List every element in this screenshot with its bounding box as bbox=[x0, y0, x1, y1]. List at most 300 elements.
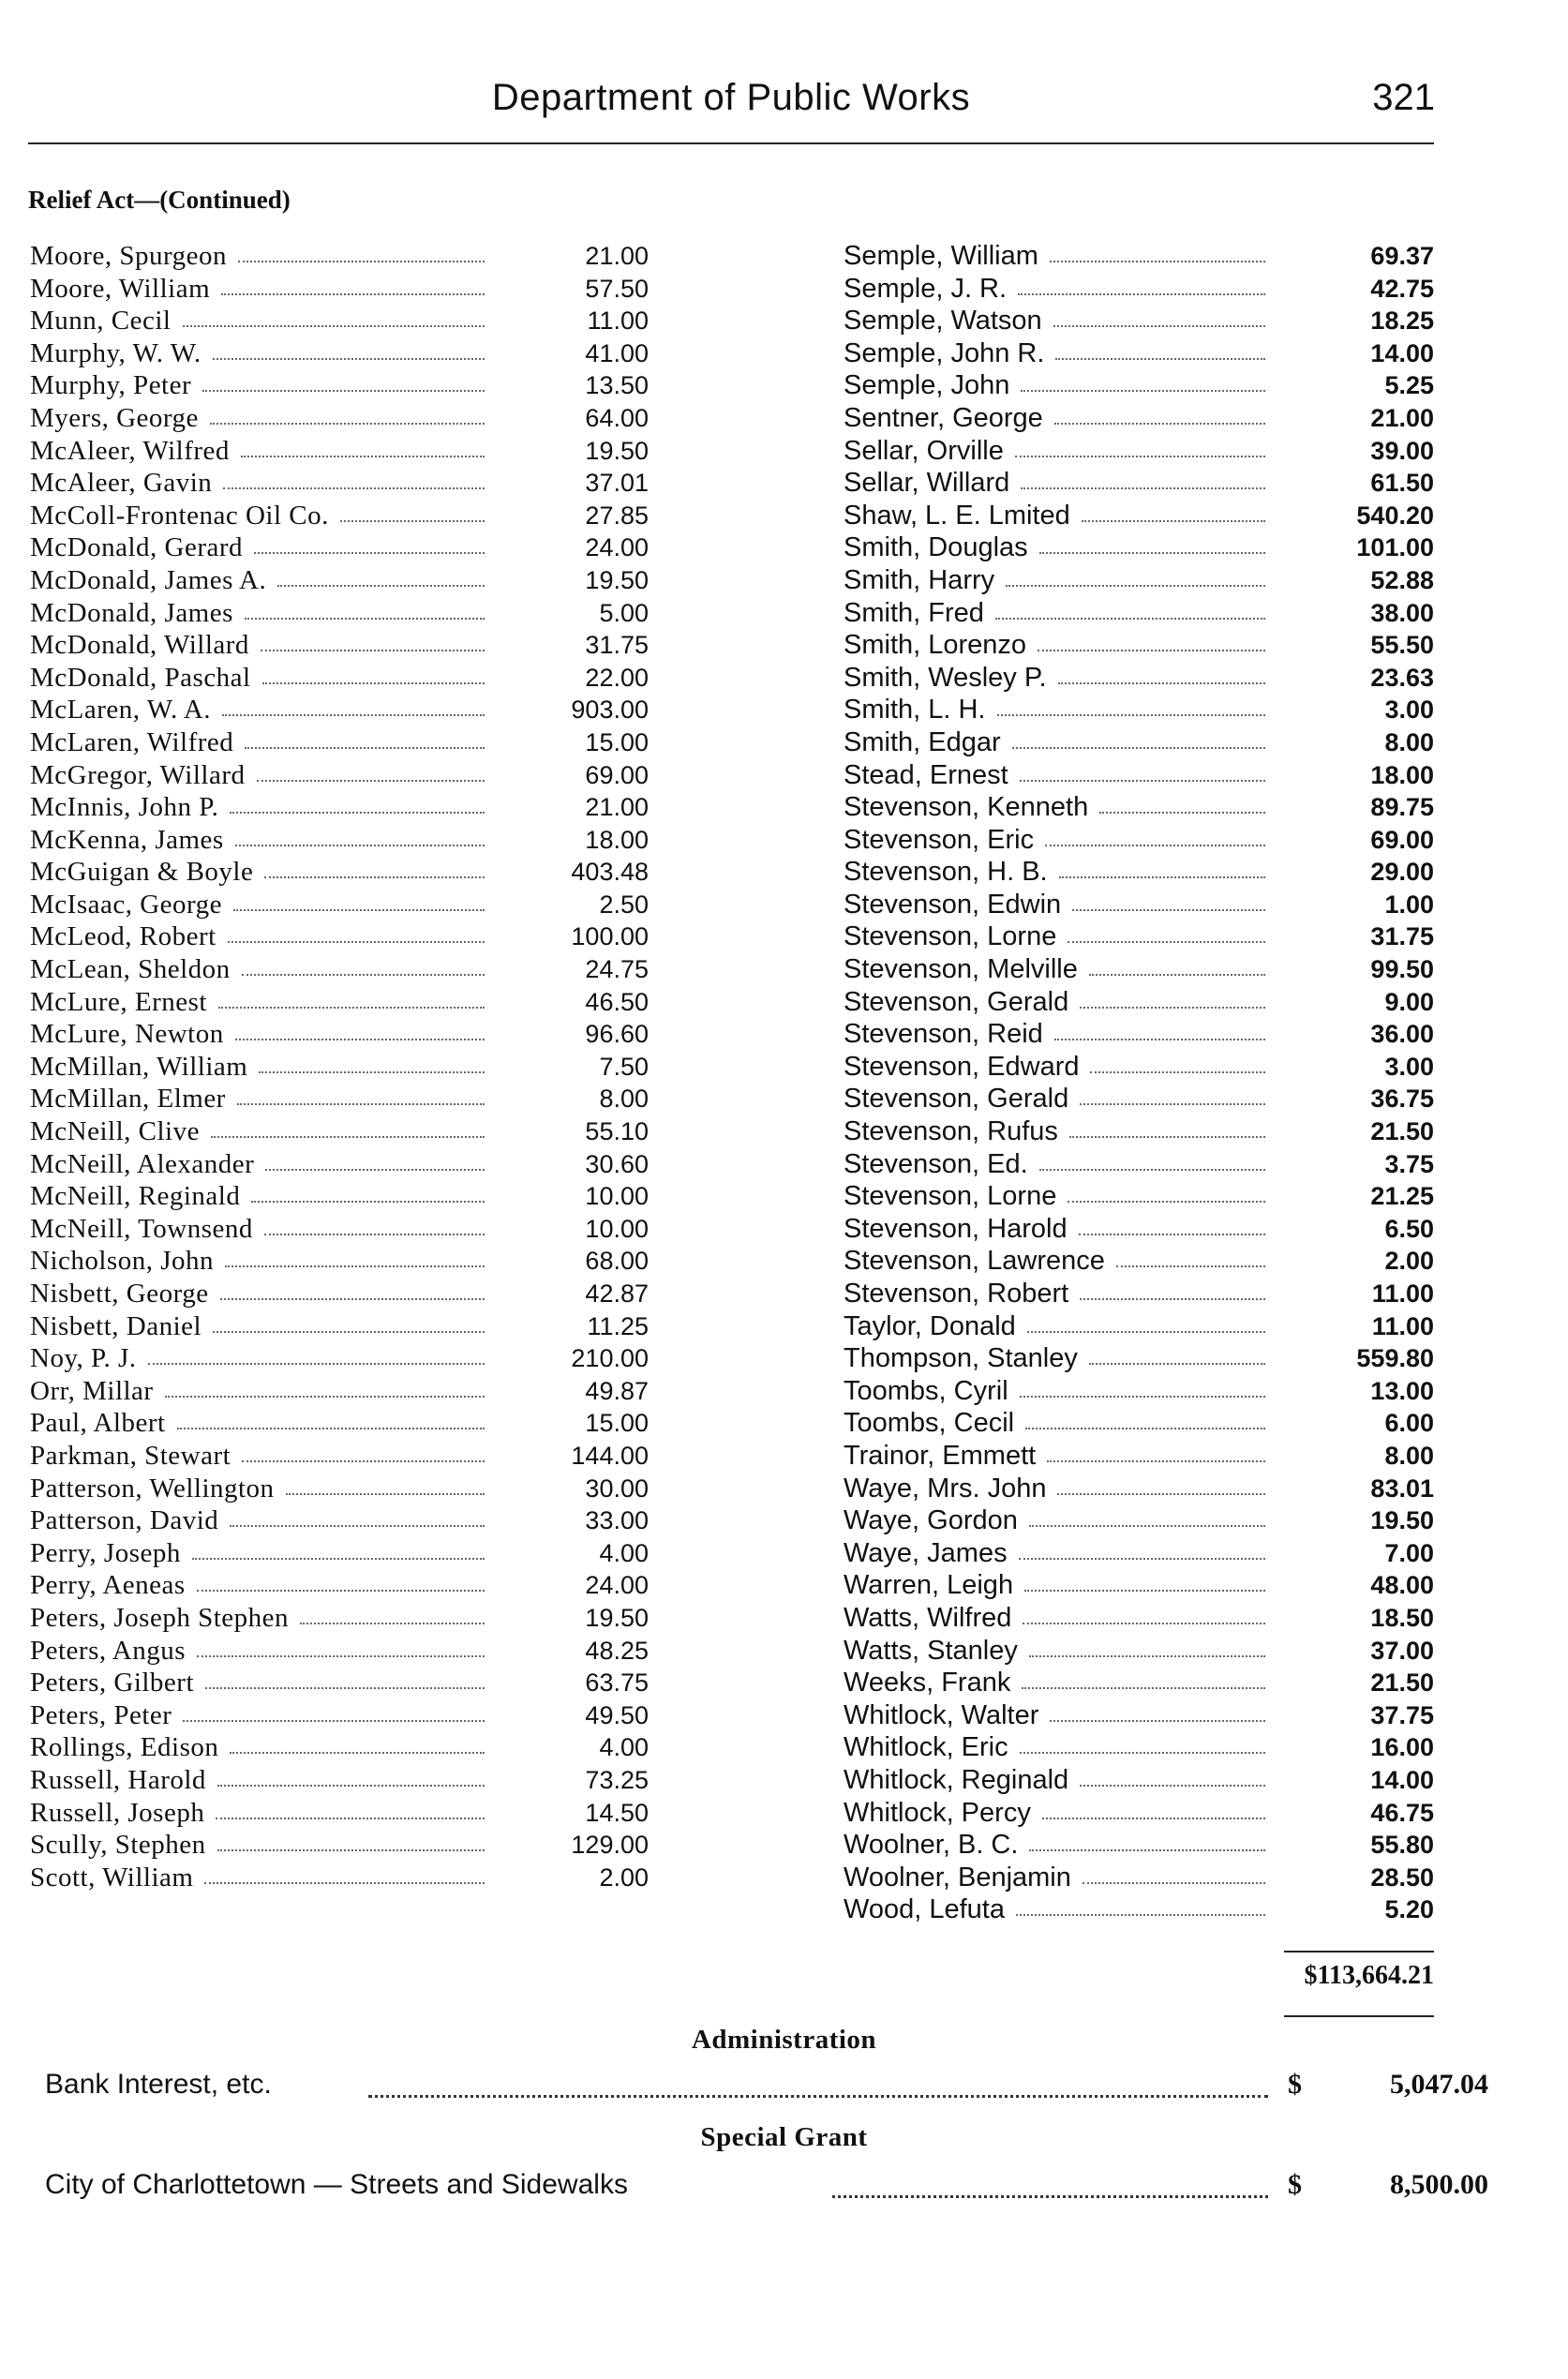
entry-amount: 21.50 bbox=[1370, 1117, 1434, 1146]
entry-name: McLure, Ernest bbox=[30, 986, 207, 1017]
list-item bbox=[30, 920, 649, 953]
special-grant-label: City of Charlottetown — Streets and Sidewalks bbox=[45, 2169, 628, 2200]
leader-dots bbox=[165, 1396, 485, 1398]
leader-dots bbox=[1045, 845, 1265, 846]
leader-dots bbox=[262, 682, 485, 684]
leader-dots bbox=[832, 2195, 1268, 2198]
list-item bbox=[30, 629, 649, 662]
list-item bbox=[30, 889, 649, 921]
entry-amount: 22.00 bbox=[585, 663, 649, 692]
list-item bbox=[844, 1407, 1443, 1440]
list-item bbox=[844, 273, 1443, 306]
leader-dots bbox=[995, 618, 1265, 620]
leader-dots bbox=[213, 358, 485, 360]
leader-dots bbox=[228, 941, 485, 943]
leader-dots bbox=[245, 747, 485, 749]
entry-name: Stevenson, Melville bbox=[844, 954, 1078, 985]
leader-dots bbox=[221, 293, 485, 295]
list-item bbox=[30, 1699, 649, 1732]
list-item bbox=[844, 1083, 1443, 1115]
leader-dots bbox=[213, 1331, 485, 1333]
entry-amount: 37.00 bbox=[1370, 1636, 1434, 1665]
leader-dots bbox=[1080, 1785, 1265, 1787]
entry-amount: 63.75 bbox=[585, 1668, 649, 1698]
list-item bbox=[30, 986, 649, 1019]
special-grant-line bbox=[45, 2169, 1488, 2207]
entry-name: Scott, William bbox=[30, 1862, 194, 1893]
list-item bbox=[844, 1115, 1443, 1148]
entry-amount: 64.00 bbox=[585, 403, 649, 432]
left-column bbox=[30, 240, 649, 1893]
entry-name: McNeill, Townsend bbox=[30, 1213, 253, 1244]
leader-dots bbox=[1082, 520, 1265, 522]
entry-amount: 7.00 bbox=[1384, 1538, 1434, 1567]
leader-dots bbox=[1089, 974, 1265, 976]
list-item bbox=[30, 1635, 649, 1668]
entry-amount: 5.00 bbox=[599, 598, 649, 627]
leader-dots bbox=[216, 1818, 485, 1819]
leader-dots bbox=[1027, 1331, 1265, 1333]
special-grant-dollar: $ bbox=[1288, 2169, 1302, 2200]
list-item bbox=[30, 402, 649, 435]
entry-name: Whitlock, Walter bbox=[844, 1699, 1039, 1730]
leader-dots bbox=[1068, 1201, 1265, 1203]
leader-dots bbox=[210, 423, 485, 425]
leader-dots bbox=[340, 520, 485, 522]
entry-amount: 2.50 bbox=[599, 890, 649, 919]
leader-dots bbox=[204, 1882, 485, 1884]
list-item bbox=[30, 564, 649, 597]
entry-amount: 3.00 bbox=[1384, 696, 1434, 725]
entry-amount: 57.50 bbox=[585, 274, 649, 303]
entry-name: Rollings, Edison bbox=[30, 1732, 219, 1763]
entry-amount: 24.00 bbox=[585, 1571, 649, 1600]
leader-dots bbox=[1021, 487, 1265, 489]
entry-name: Stevenson, Ed. bbox=[844, 1148, 1028, 1179]
entry-name: McDonald, James A. bbox=[30, 564, 267, 595]
list-item bbox=[30, 726, 649, 759]
entry-name: Peters, Peter bbox=[30, 1699, 172, 1730]
entry-name: McLaren, W. A. bbox=[30, 695, 212, 726]
leader-dots bbox=[1021, 390, 1265, 392]
special-grant-heading: Special Grant bbox=[700, 2122, 868, 2152]
leader-dots bbox=[277, 585, 485, 587]
leader-dots bbox=[1053, 325, 1265, 327]
entry-amount: 2.00 bbox=[599, 1863, 649, 1892]
leader-dots bbox=[1012, 747, 1265, 749]
leader-dots bbox=[1023, 1623, 1265, 1624]
list-item bbox=[844, 1797, 1443, 1830]
entry-amount: 55.10 bbox=[585, 1117, 649, 1146]
leader-dots bbox=[1059, 876, 1265, 878]
entry-amount: 73.25 bbox=[585, 1765, 649, 1794]
entry-name: Parkman, Stewart bbox=[30, 1440, 231, 1471]
entry-amount: 42.75 bbox=[1370, 274, 1434, 303]
list-item bbox=[30, 1115, 649, 1148]
entry-name: McInnis, John P. bbox=[30, 792, 219, 823]
entry-amount: 3.00 bbox=[1384, 1052, 1434, 1081]
list-item bbox=[844, 824, 1443, 857]
entry-name: Sentner, George bbox=[844, 402, 1043, 433]
leader-dots bbox=[1090, 1071, 1265, 1073]
entry-amount: 21.00 bbox=[585, 793, 649, 822]
entry-name: McDonald, Willard bbox=[30, 630, 249, 661]
entry-name: McGuigan & Boyle bbox=[30, 857, 254, 888]
entry-name: Stevenson, Edwin bbox=[844, 889, 1062, 920]
list-item bbox=[844, 1018, 1443, 1051]
entry-amount: 29.00 bbox=[1370, 858, 1434, 887]
entry-amount: 540.20 bbox=[1356, 501, 1434, 530]
administration-label: Bank Interest, etc. bbox=[45, 2069, 272, 2100]
entry-name: Smith, Fred bbox=[844, 597, 984, 628]
list-item bbox=[30, 1375, 649, 1408]
entry-amount: 61.50 bbox=[1370, 469, 1434, 498]
entry-amount: 19.50 bbox=[1370, 1506, 1434, 1535]
entry-amount: 49.50 bbox=[585, 1700, 649, 1729]
leader-dots bbox=[997, 714, 1265, 716]
entry-amount: 14.00 bbox=[1370, 1765, 1434, 1794]
leader-dots bbox=[1042, 1818, 1265, 1819]
entry-name: Murphy, W. W. bbox=[30, 337, 202, 368]
leader-dots bbox=[1022, 1687, 1265, 1689]
leader-dots bbox=[1068, 941, 1265, 943]
list-item bbox=[844, 305, 1443, 337]
entry-amount: 21.50 bbox=[1370, 1668, 1434, 1698]
list-item bbox=[844, 531, 1443, 564]
entry-name: Stevenson, Robert bbox=[844, 1279, 1069, 1309]
list-item bbox=[844, 1375, 1443, 1408]
entry-name: Smith, Harry bbox=[844, 564, 995, 595]
leader-dots bbox=[264, 876, 485, 878]
administration-heading: Administration bbox=[691, 2025, 877, 2055]
entry-amount: 18.00 bbox=[585, 825, 649, 854]
entry-name: McDonald, Gerard bbox=[30, 532, 244, 563]
entry-amount: 21.00 bbox=[1370, 403, 1434, 432]
list-item bbox=[30, 467, 649, 500]
leader-dots bbox=[183, 1720, 485, 1722]
leader-dots bbox=[257, 780, 485, 782]
leader-dots bbox=[183, 325, 485, 327]
entry-amount: 37.01 bbox=[585, 469, 649, 498]
leader-dots bbox=[1020, 1752, 1265, 1754]
leader-dots bbox=[1025, 1428, 1265, 1429]
entry-name: Peters, Gilbert bbox=[30, 1668, 195, 1698]
entry-name: McGregor, Willard bbox=[30, 759, 246, 790]
entry-amount: 10.00 bbox=[585, 1214, 649, 1243]
entry-name: Semple, John bbox=[844, 370, 1010, 401]
leader-dots bbox=[211, 1136, 485, 1138]
entry-amount: 8.00 bbox=[1384, 727, 1434, 756]
leader-dots bbox=[177, 1428, 485, 1429]
leader-dots bbox=[259, 1071, 485, 1073]
entry-amount: 18.50 bbox=[1370, 1603, 1434, 1632]
entry-name: McAleer, Gavin bbox=[30, 468, 213, 499]
leader-dots bbox=[197, 1590, 485, 1592]
list-item bbox=[30, 953, 649, 986]
entry-name: McKenna, James bbox=[30, 824, 224, 855]
entry-amount: 129.00 bbox=[571, 1831, 649, 1860]
leader-dots bbox=[230, 1752, 485, 1754]
leader-dots bbox=[148, 1363, 485, 1365]
leader-dots bbox=[265, 1169, 485, 1171]
leader-dots bbox=[1055, 358, 1265, 360]
list-item bbox=[30, 791, 649, 824]
entry-name: Waye, Gordon bbox=[844, 1505, 1018, 1536]
entry-name: Whitlock, Eric bbox=[844, 1732, 1008, 1763]
list-item bbox=[30, 1473, 649, 1505]
entry-name: Peters, Joseph Stephen bbox=[30, 1602, 289, 1633]
list-item bbox=[30, 337, 649, 370]
entry-name: Smith, Wesley P. bbox=[844, 662, 1047, 693]
entry-name: Toombs, Cecil bbox=[844, 1408, 1015, 1439]
entry-name: Stevenson, Lorne bbox=[844, 921, 1057, 952]
leader-dots bbox=[230, 1525, 485, 1527]
leader-dots bbox=[1058, 682, 1265, 684]
entry-amount: 21.00 bbox=[585, 242, 649, 270]
leader-dots bbox=[1047, 1460, 1265, 1462]
list-item bbox=[844, 467, 1443, 500]
entry-amount: 5.25 bbox=[1384, 371, 1434, 400]
entry-amount: 18.25 bbox=[1370, 307, 1434, 336]
list-item bbox=[30, 1797, 649, 1830]
entry-amount: 33.00 bbox=[585, 1506, 649, 1535]
leader-dots bbox=[1089, 1363, 1265, 1365]
entry-amount: 14.50 bbox=[585, 1798, 649, 1827]
leader-dots bbox=[254, 552, 485, 554]
entry-name: Smith, L. H. bbox=[844, 695, 986, 726]
entry-amount: 9.00 bbox=[1384, 987, 1434, 1016]
entry-amount: 39.00 bbox=[1370, 436, 1434, 465]
entry-amount: 5.20 bbox=[1384, 1895, 1434, 1924]
entry-amount: 210.00 bbox=[571, 1344, 649, 1373]
entry-name: Russell, Joseph bbox=[30, 1797, 205, 1828]
leader-dots bbox=[241, 456, 485, 457]
entry-amount: 69.00 bbox=[585, 760, 649, 789]
list-item bbox=[30, 1537, 649, 1570]
leader-dots bbox=[235, 1039, 485, 1040]
list-item bbox=[844, 369, 1443, 402]
leader-dots bbox=[217, 1849, 485, 1851]
list-item bbox=[30, 759, 649, 792]
entry-amount: 14.00 bbox=[1370, 338, 1434, 367]
leader-dots bbox=[1029, 1525, 1265, 1527]
leader-dots bbox=[1057, 1493, 1265, 1495]
leader-dots bbox=[1099, 812, 1265, 814]
list-item bbox=[844, 337, 1443, 370]
list-item bbox=[844, 856, 1443, 889]
leader-dots bbox=[223, 487, 485, 489]
list-item bbox=[844, 1342, 1443, 1375]
entry-name: McAleer, Wilfred bbox=[30, 435, 230, 466]
leader-dots bbox=[205, 1687, 485, 1689]
entry-name: Semple, J. R. bbox=[844, 273, 1008, 304]
leader-dots bbox=[1038, 650, 1265, 651]
entry-name: Orr, Millar bbox=[30, 1375, 154, 1406]
entry-name: Smith, Lorenzo bbox=[844, 630, 1027, 661]
entry-amount: 69.00 bbox=[1370, 825, 1434, 854]
leader-dots bbox=[1006, 585, 1265, 587]
entry-name: Stevenson, Gerald bbox=[844, 1084, 1069, 1115]
entry-name: Peters, Angus bbox=[30, 1635, 186, 1666]
list-item bbox=[844, 726, 1443, 759]
list-item bbox=[30, 856, 649, 889]
leader-dots bbox=[1019, 1558, 1265, 1560]
page-number: 321 bbox=[1372, 77, 1435, 118]
special-grant-amount: 8,500.00 bbox=[1390, 2169, 1488, 2200]
entry-name: Stevenson, Rufus bbox=[844, 1116, 1058, 1147]
entry-name: Stevenson, Edward bbox=[844, 1051, 1080, 1082]
entry-name: Weeks, Frank bbox=[844, 1668, 1011, 1698]
entry-amount: 55.80 bbox=[1370, 1831, 1434, 1860]
entry-amount: 13.00 bbox=[1370, 1376, 1434, 1405]
entry-amount: 8.00 bbox=[599, 1085, 649, 1114]
leader-dots bbox=[1080, 1007, 1265, 1009]
entry-name: Stevenson, Lawrence bbox=[844, 1246, 1105, 1277]
leader-dots bbox=[1029, 1655, 1265, 1657]
entry-name: Sellar, Orville bbox=[844, 435, 1004, 466]
list-item bbox=[30, 1310, 649, 1343]
entry-amount: 6.50 bbox=[1384, 1214, 1434, 1243]
entry-amount: 48.00 bbox=[1370, 1571, 1434, 1600]
entry-amount: 16.00 bbox=[1370, 1733, 1434, 1762]
entry-name: Paul, Albert bbox=[30, 1408, 166, 1439]
entry-amount: 11.00 bbox=[587, 307, 649, 336]
leader-dots bbox=[245, 618, 485, 620]
entry-amount: 36.75 bbox=[1370, 1085, 1434, 1114]
entry-amount: 30.60 bbox=[585, 1149, 649, 1178]
list-item bbox=[30, 1731, 649, 1764]
list-item bbox=[30, 1862, 649, 1894]
entry-amount: 15.00 bbox=[585, 1409, 649, 1438]
leader-dots bbox=[1024, 1590, 1265, 1592]
list-item bbox=[844, 1537, 1443, 1570]
entry-amount: 38.00 bbox=[1370, 598, 1434, 627]
list-item bbox=[30, 500, 649, 532]
list-item bbox=[844, 1245, 1443, 1278]
list-item bbox=[30, 369, 649, 402]
leader-dots bbox=[192, 1558, 485, 1560]
list-item bbox=[30, 1764, 649, 1797]
leader-dots bbox=[233, 909, 485, 911]
list-item bbox=[30, 597, 649, 630]
entry-amount: 19.50 bbox=[585, 1603, 649, 1632]
list-item bbox=[30, 1051, 649, 1084]
list-item bbox=[30, 1083, 649, 1115]
entry-amount: 55.50 bbox=[1370, 631, 1434, 660]
entry-name: Stevenson, Harold bbox=[844, 1213, 1068, 1244]
entry-name: McNeill, Alexander bbox=[30, 1148, 255, 1179]
list-item bbox=[844, 1893, 1443, 1926]
leader-dots bbox=[237, 1103, 485, 1105]
leader-dots bbox=[261, 650, 485, 651]
entry-name: McColl-Frontenac Oil Co. bbox=[30, 500, 329, 531]
list-item bbox=[844, 564, 1443, 597]
entry-amount: 46.75 bbox=[1370, 1798, 1434, 1827]
leader-dots bbox=[220, 1298, 485, 1300]
list-item bbox=[844, 920, 1443, 953]
list-item bbox=[844, 1148, 1443, 1181]
leader-dots bbox=[1080, 1298, 1265, 1300]
list-item bbox=[844, 662, 1443, 695]
entry-amount: 83.01 bbox=[1370, 1474, 1434, 1503]
leader-dots bbox=[251, 1201, 485, 1203]
list-item bbox=[844, 889, 1443, 921]
leader-dots bbox=[1020, 1396, 1265, 1398]
list-item bbox=[844, 1180, 1443, 1213]
entry-amount: 7.50 bbox=[599, 1052, 649, 1081]
entry-amount: 11.00 bbox=[1371, 1311, 1434, 1340]
leader-dots bbox=[1039, 1169, 1265, 1171]
leader-dots bbox=[286, 1493, 485, 1495]
entry-amount: 1.00 bbox=[1384, 890, 1434, 919]
entry-name: Waye, Mrs. John bbox=[844, 1473, 1047, 1504]
entry-name: McNeill, Reginald bbox=[30, 1181, 241, 1212]
list-item bbox=[844, 1602, 1443, 1635]
list-item bbox=[30, 1245, 649, 1278]
entry-amount: 68.00 bbox=[585, 1247, 649, 1276]
entry-name: McMillan, Elmer bbox=[30, 1084, 226, 1115]
list-item bbox=[30, 1407, 649, 1440]
entry-name: Nisbett, Daniel bbox=[30, 1310, 202, 1341]
administration-dollar: $ bbox=[1288, 2069, 1302, 2100]
entry-name: Woolner, Benjamin bbox=[844, 1862, 1071, 1893]
leader-dots bbox=[242, 974, 485, 976]
entry-name: Whitlock, Percy bbox=[844, 1797, 1031, 1828]
leader-dots bbox=[222, 714, 485, 716]
entry-name: Shaw, L. E. Lmited bbox=[844, 500, 1070, 531]
entry-amount: 2.00 bbox=[1384, 1247, 1434, 1276]
entry-amount: 3.75 bbox=[1384, 1149, 1434, 1178]
list-item bbox=[844, 1504, 1443, 1537]
entry-name: Smith, Edgar bbox=[844, 726, 1001, 757]
entry-name: Stevenson, Kenneth bbox=[844, 792, 1089, 823]
entry-name: Semple, Watson bbox=[844, 306, 1042, 337]
leader-dots bbox=[1029, 1849, 1265, 1851]
list-item bbox=[30, 694, 649, 726]
total-rule-top bbox=[1284, 1951, 1434, 1953]
entry-name: Sellar, Willard bbox=[844, 468, 1010, 499]
list-item bbox=[30, 1213, 649, 1246]
list-item bbox=[30, 1342, 649, 1375]
leader-dots bbox=[197, 1655, 485, 1657]
entry-name: Woolner, B. C. bbox=[844, 1830, 1019, 1861]
entry-name: Toombs, Cyril bbox=[844, 1375, 1008, 1406]
entry-amount: 15.00 bbox=[585, 727, 649, 756]
entry-name: Taylor, Donald bbox=[844, 1310, 1016, 1341]
list-item bbox=[844, 1699, 1443, 1732]
entry-amount: 96.60 bbox=[585, 1020, 649, 1049]
entry-name: Nicholson, John bbox=[30, 1246, 214, 1277]
leader-dots bbox=[1083, 1882, 1265, 1884]
entry-amount: 19.50 bbox=[585, 436, 649, 465]
list-item bbox=[844, 694, 1443, 726]
list-item bbox=[844, 1569, 1443, 1602]
list-item bbox=[30, 305, 649, 337]
entry-name: Waye, James bbox=[844, 1537, 1008, 1568]
total-rule-bottom bbox=[1284, 2015, 1434, 2017]
leader-dots bbox=[1016, 1914, 1265, 1916]
entry-name: Munn, Cecil bbox=[30, 306, 172, 337]
list-item bbox=[844, 1731, 1443, 1764]
leader-dots bbox=[1039, 552, 1265, 554]
entry-name: Trainor, Emmett bbox=[844, 1440, 1037, 1471]
entry-amount: 36.00 bbox=[1370, 1020, 1434, 1049]
list-item bbox=[844, 1829, 1443, 1862]
entry-name: McMillan, William bbox=[30, 1051, 248, 1082]
entry-name: Stead, Ernest bbox=[844, 759, 1008, 790]
entry-amount: 101.00 bbox=[1356, 533, 1434, 562]
entry-name: Moore, William bbox=[30, 273, 211, 304]
